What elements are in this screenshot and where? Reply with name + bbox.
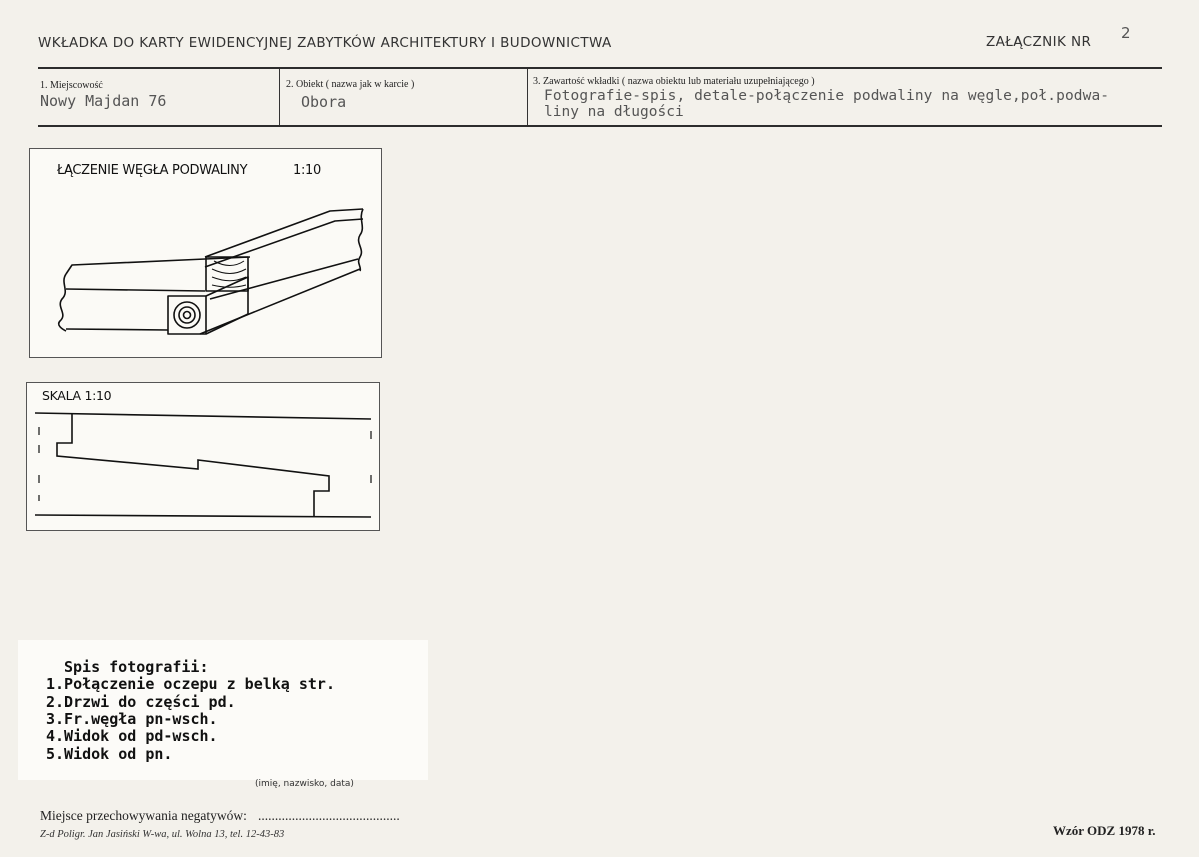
length-joint-drawing [26,382,380,531]
corner-joint-drawing [29,148,382,358]
column-divider [279,69,280,125]
length-joint-sketch [27,383,379,530]
photo-list-heading: Spis fotografii: [64,658,209,676]
object-label: 2. Obiekt ( nazwa jak w karcie ) [286,79,415,90]
contents-value-line2: liny na długości [544,104,684,120]
negatives-label: Miejsce przechowywania negatywów: [40,808,247,823]
photo-list-item: 1.Połączenie oczepu z belką str. [46,675,335,693]
photo-list-item: 2.Drzwi do części pd. [46,693,236,711]
table-top-rule [38,67,1162,69]
form-id: Wzór ODZ 1978 r. [1053,823,1156,838]
printer-imprint: Z-d Poligr. Jan Jasiński W-wa, ul. Wolna 13, tel. 12-43-83 [40,829,285,840]
signature-hint: (imię, nazwisko, data) [255,779,354,789]
photo-list-item: 3.Fr.węgła pn-wsch. [46,710,218,728]
form-title: WKŁADKA DO KARTY EWIDENCYJNEJ ZABYTKÓW ARCHITEKTURY I BUDOWNICTWA [38,35,612,51]
length-joint-scale: SKALA 1:10 [42,388,112,403]
object-value: Obora [301,93,347,111]
column-divider [527,69,528,125]
contents-label: 3. Zawartość wkładki ( nazwa obiektu lub materiału uzupełniającego ) [533,76,815,87]
table-bottom-rule [38,125,1162,127]
annex-number: 2 [1121,24,1131,42]
corner-joint-sketch [30,149,381,357]
annex-label: ZAŁĄCZNIK NR [986,34,1092,50]
corner-joint-title: ŁĄCZENIE WĘGŁA PODWALINY [57,163,248,178]
photo-list-item: 5.Widok od pn. [46,745,173,763]
locality-label: 1. Miejscowość [40,80,103,91]
contents-value-line1: Fotografie-spis, detale-połączenie podwaliny na węgle,poł.podwa- [544,88,1110,104]
corner-joint-scale: 1:10 [293,163,321,178]
locality-value: Nowy Majdan 76 [40,92,167,110]
photo-list-item: 4.Widok od pd-wsch. [46,727,218,745]
photo-list [18,640,428,780]
negatives-field: .......................................... [258,808,400,823]
